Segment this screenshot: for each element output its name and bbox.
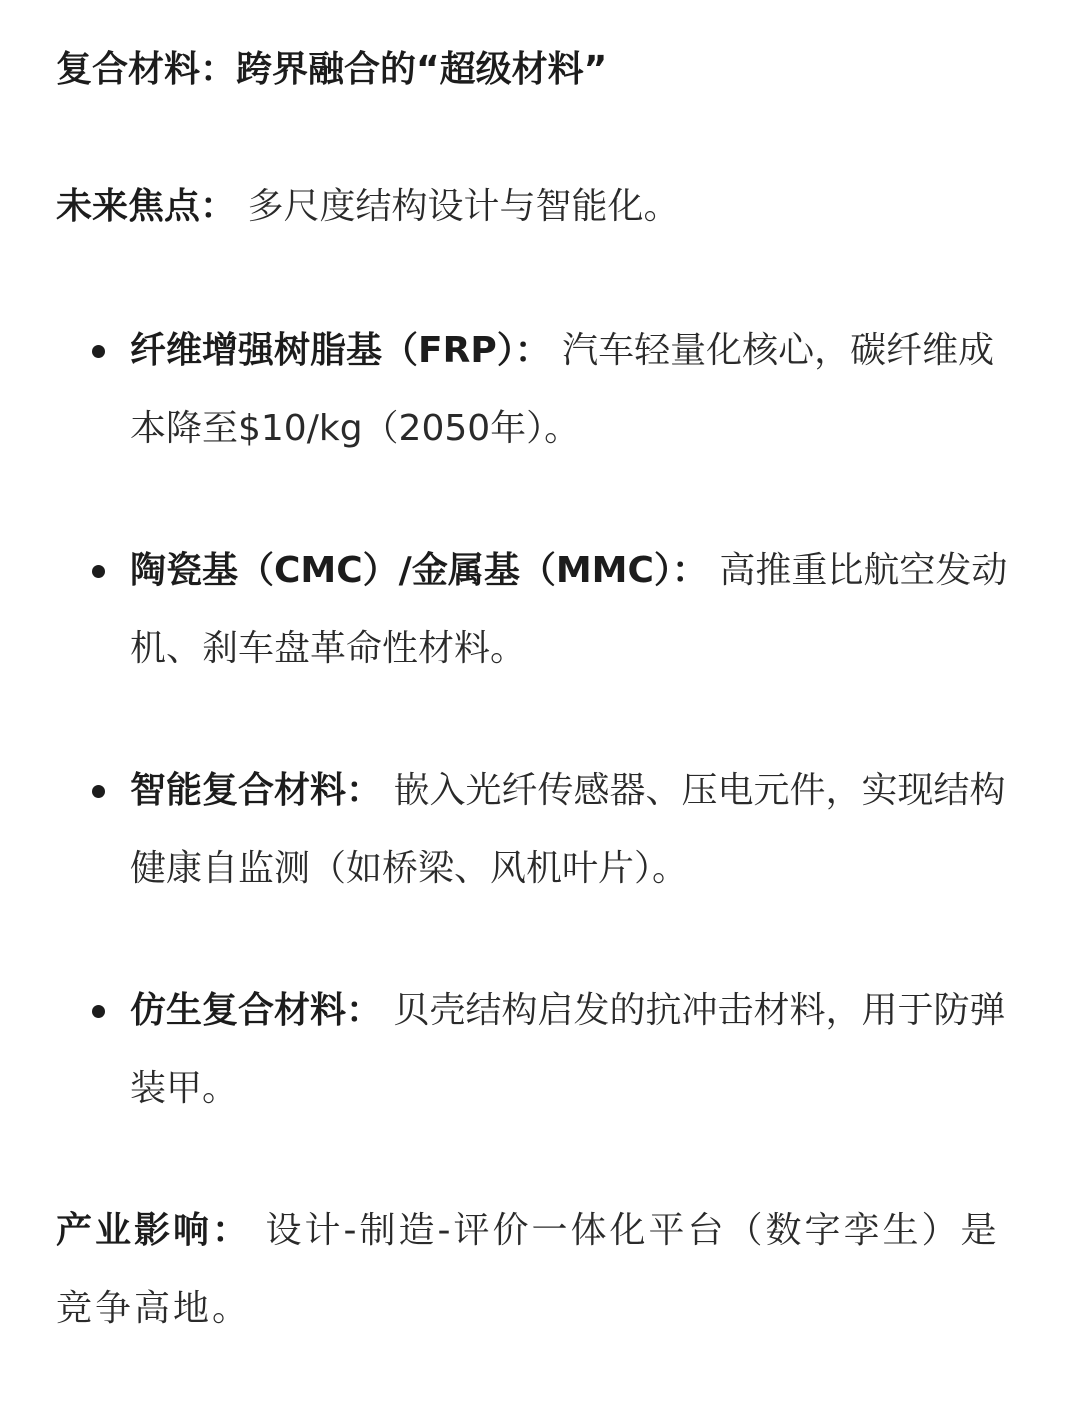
list-item-label: 纤维增强树脂基（FRP）： [130,330,551,371]
list-item-smart-composites [56,752,1024,908]
list-item-label: 陶瓷基（CMC）/金属基（MMC）： [130,550,708,591]
list-item-label: 智能复合材料： [130,770,383,811]
list-item-label: 仿生复合材料： [130,990,383,1031]
future-focus-paragraph [56,168,1024,246]
list-item-text: 高推重比航空发动机、刹车盘革命性材料。 [130,550,1008,669]
industry-impact-text: 设计-制造-评价一体化平台（数字孪生）是竞争高地。 [56,1210,1000,1329]
industry-impact-paragraph [56,1192,1024,1348]
list-item-frp [56,312,1024,468]
list-item-text: 汽车轻量化核心，碳纤维成本降至$10/kg（2050年）。 [130,330,995,449]
list-item-text: 贝壳结构启发的抗冲击材料，用于防弹装甲。 [130,990,1006,1109]
bullet-icon [92,565,105,578]
bullet-icon [92,345,105,358]
bullet-icon [92,1005,105,1018]
list-item-cmc-mmc [56,532,1024,688]
page-title: 复合材料：跨界融合的“超级材料” [56,49,608,90]
list-item-biomimetic-composites [56,972,1024,1128]
composite-types-list [56,312,1024,1192]
bullet-icon [92,785,105,798]
industry-impact-label: 产业影响： [56,1210,252,1251]
future-focus-label: 未来焦点： [56,186,237,227]
future-focus-text: 多尺度结构设计与智能化。 [236,186,680,227]
list-item-text: 嵌入光纤传感器、压电元件，实现结构健康自监测（如桥梁、风机叶片）。 [130,770,1006,889]
